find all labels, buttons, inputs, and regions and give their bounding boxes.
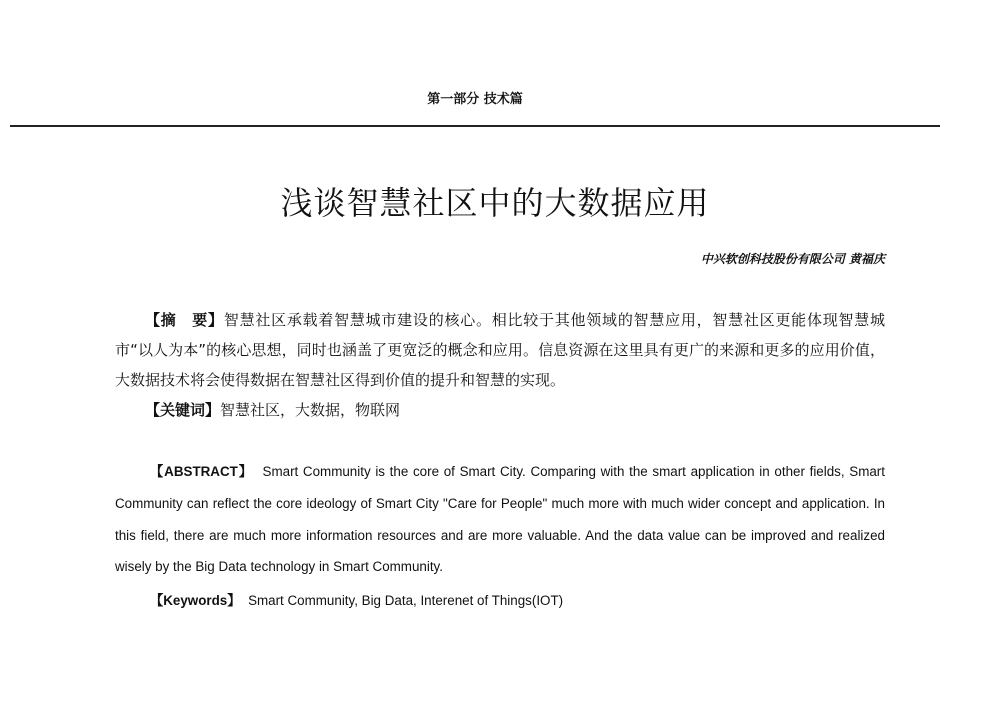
abstract-zh	[115, 305, 885, 395]
abstract-zh-text: 智慧社区承载着智慧城市建设的核心。相比较于其他领域的智慧应用，智慧社区更能体现智慧城市“以人为本”的核心思想，同时也涵盖了更宽泛的概念和应用。信息资源在这里具有更广的来源和更多的应用价值，大数据技术将会使得数据在智慧社区得到价值的提升和智慧的实现。	[115, 311, 885, 389]
abstract-en	[115, 456, 885, 583]
running-header: 第一部分 技术篇	[427, 92, 523, 107]
abstract-en-text: Smart Community is the core of Smart City. Comparing with the smart application in other fields, Smart Community can reflect the core ideology of Smart City "Care for People" much more with much wider concept and application. In this field, there are much more information resources and are more valuable. And the data value can be improved and realized wisely by the Big Data technology in Smart Community.	[115, 464, 885, 575]
abstract-en-label: 【ABSTRACT】	[149, 464, 254, 479]
keywords-zh-text: 智慧社区，大数据，物联网	[220, 401, 401, 419]
keywords-zh	[115, 395, 885, 425]
keywords-en	[115, 585, 885, 617]
author-affiliation: 中兴软创科技股份有限公司 黄福庆	[700, 252, 885, 266]
keywords-en-label: 【Keywords】	[149, 593, 241, 609]
english-abstract-section	[115, 456, 885, 617]
header-rule	[10, 125, 940, 127]
keywords-zh-label: 【关键词】	[145, 401, 221, 419]
keywords-en-text: Smart Community, Big Data, Interenet of Things(IOT)	[248, 593, 564, 609]
abstract-zh-label: 【摘 要】	[145, 311, 224, 329]
article-title: 浅谈智慧社区中的大数据应用	[280, 184, 710, 222]
chinese-abstract-section	[115, 305, 885, 425]
